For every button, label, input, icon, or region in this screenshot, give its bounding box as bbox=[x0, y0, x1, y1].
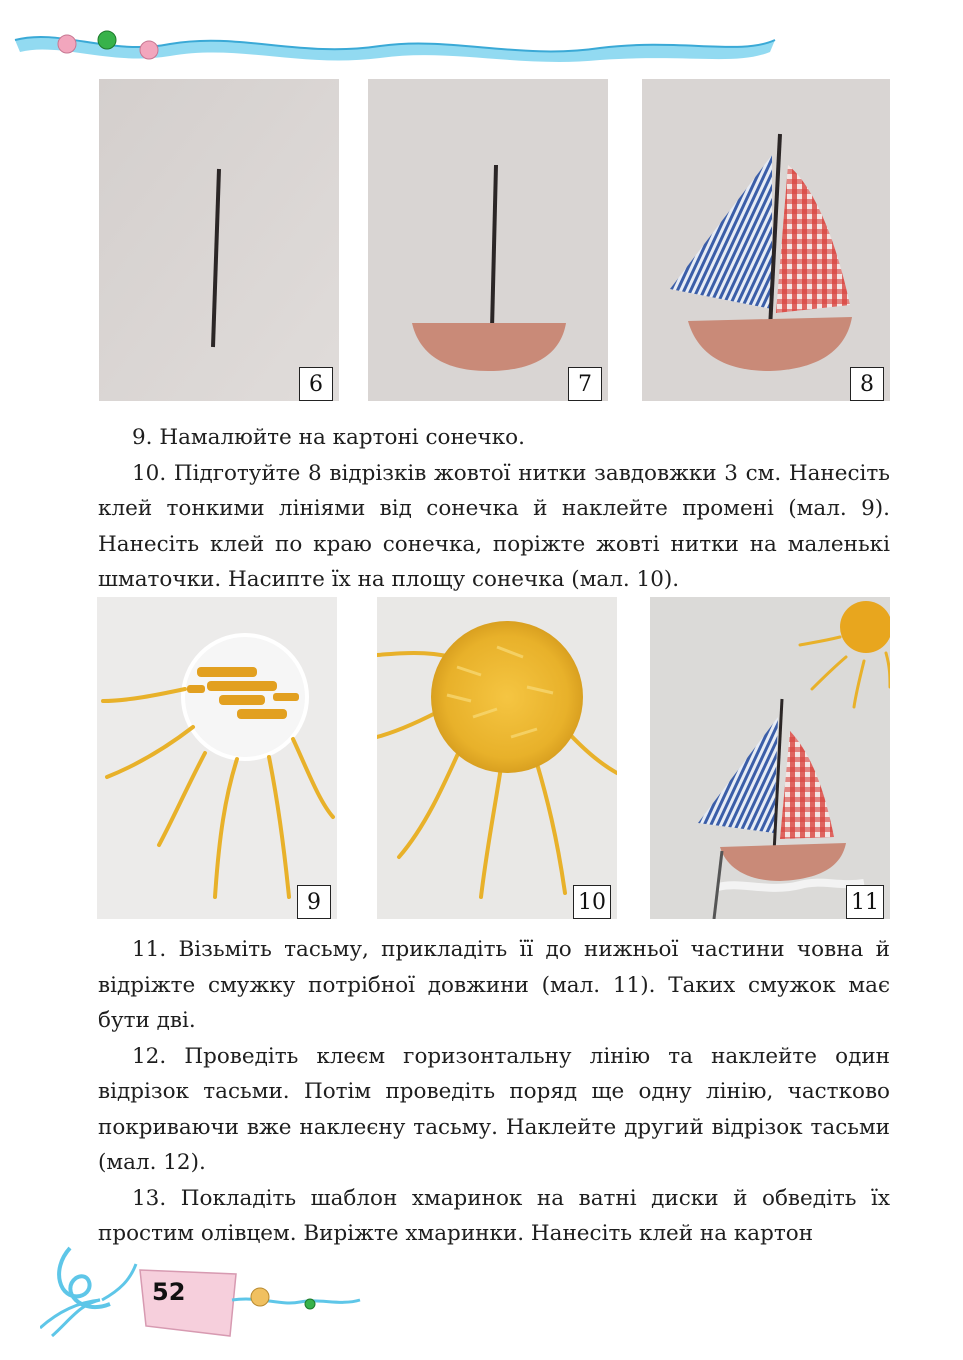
mast-only-illustration bbox=[99, 79, 339, 401]
figure-label-7: 7 bbox=[568, 367, 602, 401]
figure-11-photo bbox=[650, 597, 890, 919]
figure-label-11: 11 bbox=[846, 885, 884, 919]
bottom-ribbon-decoration bbox=[40, 1240, 380, 1340]
figure-label-9: 9 bbox=[297, 885, 331, 919]
mast-and-hull-illustration bbox=[368, 79, 608, 401]
sailboat-with-sun-and-ribbon-illustration bbox=[650, 597, 890, 919]
step-11-text: 11. Візьміть тасьму, прикладіть її до нижньої частини човна й відріжте смужку потрібної довжини (мал. 11). Таких смужок має бути дві. bbox=[98, 937, 890, 1033]
page-number: 52 bbox=[152, 1278, 186, 1306]
sailboat-with-sails-illustration bbox=[642, 79, 890, 401]
figure-7-photo bbox=[368, 79, 608, 401]
figure-6-photo bbox=[99, 79, 339, 401]
step-13-text: 13. Покладіть шаблон хмаринок на ватні диски й обведіть їх простим олівцем. Виріжте хмаринки. Нанесіть клей на картон bbox=[98, 1185, 890, 1246]
figure-9-photo bbox=[97, 597, 337, 919]
filled-sun-illustration bbox=[377, 597, 617, 919]
figure-10-photo bbox=[377, 597, 617, 919]
figure-label-6: 6 bbox=[299, 367, 333, 401]
figure-label-8: 8 bbox=[850, 367, 884, 401]
step-9-text: 9. Намалюйте на картоні сонечко. bbox=[132, 425, 525, 450]
instructions-block-1 bbox=[98, 420, 890, 598]
figure-label-10: 10 bbox=[573, 885, 611, 919]
step-10-text: 10. Підготуйте 8 відрізків жовтої нитки завдовжки 3 см. Нанесіть клей тонкими лініями від сонечка й наклейте промені (мал. 9). Нанесіть клей по краю сонечка, поріжте жовті нитки на маленькі шматочки. Насипте їх на площу сонечка (мал. 10). bbox=[98, 460, 890, 592]
step-12-text: 12. Проведіть клеєм горизонтальну лінію та наклейте один відрізок тасьми. Потім проведіть поряд ще одну лінію, частково покриваючи вже наклеєну тасьму. Наклейте другий відрізок тасьми (мал. 12). bbox=[98, 1043, 890, 1175]
top-ribbon-decoration bbox=[0, 18, 800, 68]
instructions-block-2 bbox=[98, 932, 890, 1252]
sun-outline-illustration bbox=[97, 597, 337, 919]
figure-8-photo bbox=[642, 79, 890, 401]
